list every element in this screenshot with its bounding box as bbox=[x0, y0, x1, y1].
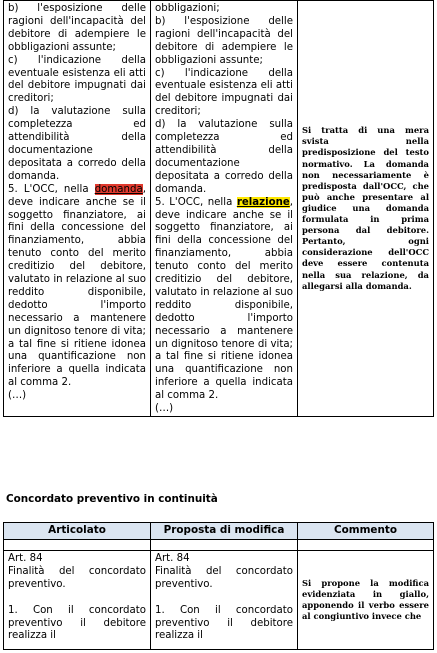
article-number: Art. 84 bbox=[155, 553, 190, 564]
articolato-cell bbox=[4, 551, 151, 650]
item-b: b) l'esposizione delle ragioni dell'incapacità del debitore di adempiere le obbligazioni assunte; bbox=[8, 3, 146, 53]
header-commento: Commento bbox=[298, 523, 434, 540]
item-c: c) l'indicazione della eventuale esistenza eli atti del debitore impugnati dai creditori; bbox=[155, 67, 293, 118]
proposta-cell bbox=[151, 551, 298, 650]
item-d: d) la valutazione sulla completezza ed attendibilità della documentazione depositata a corredo della domanda. bbox=[155, 119, 293, 195]
section-heading: Concordato preventivo in continuità bbox=[6, 493, 218, 505]
highlight-relazione: relazione bbox=[236, 196, 290, 208]
article-title: Finalità del concordato preventivo. bbox=[155, 565, 293, 590]
content-row bbox=[4, 551, 434, 650]
paragraph-1: 1. Con il concordato preventivo il debitore realizza il bbox=[155, 604, 293, 642]
paragraph-5: 5. L'OCC, nella domanda, deve indicare anche se il soggetto finanziatore, ai fini della concessione del finanziamento, abbia tenuto conto del merito creditizio del debitore, valutato in relazione al suo reddito disponibile, dedotto l'importo necessario a mantenere un dignitoso tenore di vita; a tal fine si ritiene idonea una quantificazione non inferiore a quella indicata al comma 2. bbox=[8, 183, 146, 389]
commento-cell: Si propone la modifica evidenziata in giallo, apponendo il verbo essere al congiuntivo invece che bbox=[298, 551, 434, 650]
item-b: b) l'esposizione delle ragioni dell'incapacità del debitore di adempiere le obbligazioni assunte; bbox=[155, 15, 293, 66]
header-proposta: Proposta di modifica bbox=[151, 523, 298, 540]
item-c: c) l'indicazione della eventuale esistenza eli atti del debitore impugnati dai creditori; bbox=[8, 54, 146, 105]
article-title: Finalità del concordato preventivo. bbox=[8, 565, 146, 590]
highlight-domanda: domanda bbox=[94, 183, 143, 195]
comparison-table-top bbox=[3, 0, 434, 417]
ellipsis: (…) bbox=[8, 390, 27, 402]
paragraph-1: 1. Con il concordato preventivo il debitore realizza il bbox=[8, 604, 146, 642]
intro-text: obbligazioni; bbox=[155, 3, 220, 14]
article-number: Art. 84 bbox=[8, 553, 43, 564]
header-row bbox=[4, 523, 434, 540]
spacer-row bbox=[4, 540, 434, 551]
ellipsis: (…) bbox=[155, 403, 174, 415]
comparison-table-bottom bbox=[3, 522, 434, 650]
header-articolato: Articolato bbox=[4, 523, 151, 540]
commento-cell: Si tratta di una mera svista nella predisposizione del testo normativo. La domanda non necessariamente è predisposta dall'OCC, che può anche presentare al giudice una domanda formulata in prima persona dal debitore. Pertanto, ogni considerazione dell'OCC deve essere contenuta nella sua relazione, da allegarsi alla domanda. bbox=[298, 1, 434, 417]
item-d: d) la valutazione sulla completezza ed attendibilità della documentazione depositata a corredo della domanda. bbox=[8, 106, 146, 182]
paragraph-5: 5. L'OCC, nella relazione, deve indicare anche se il soggetto finanziatore, ai fini della concessione del finanziamento, abbia tenuto conto del merito creditizio del debitore, valutato in relazione al suo reddito disponibile, dedotto l'importo necessario a mantenere un dignitoso tenore di vita; a tal fine si ritiene idonea una quantificazione non inferiore a quella indicata al comma 2. bbox=[155, 196, 293, 402]
articolato-cell bbox=[4, 1, 151, 417]
proposta-cell bbox=[151, 1, 298, 417]
